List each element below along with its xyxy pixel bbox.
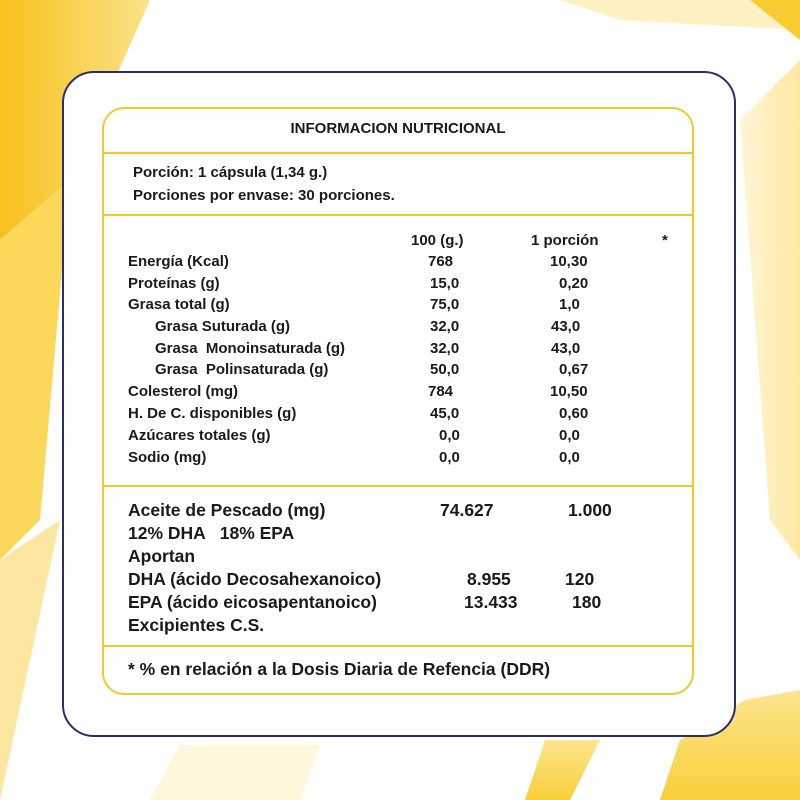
header-per-portion: 1 porción (531, 232, 599, 249)
row-label-sodium: Sodio (mg) (128, 449, 207, 466)
row-value-portion: 43,0 (551, 340, 581, 357)
label-title: INFORMACION NUTRICIONAL (290, 120, 506, 137)
row-value-100g: 0,0 (439, 449, 460, 466)
portion-size: Porción: 1 cápsula (1,34 g.) (133, 164, 328, 181)
portions-per-container: Porciones por envase: 30 porciones. (133, 187, 395, 204)
row-value-portion: 1,0 (559, 296, 580, 313)
dha-label: DHA (ácido Decosahexanoico) (128, 569, 382, 589)
row-label-total-sugars: Azúcares totales (g) (128, 427, 271, 444)
row-label-protein: Proteínas (g) (128, 275, 220, 292)
dha-value-portion: 120 (565, 569, 595, 589)
row-value-portion: 0,0 (559, 449, 580, 466)
row-value-portion: 0,0 (559, 427, 580, 444)
row-value-100g: 32,0 (430, 318, 460, 335)
row-label-monounsaturated-fat: Grasa Monoinsaturada (g) (155, 340, 346, 357)
fish-oil-label: Aceite de Pescado (mg) (128, 500, 326, 520)
aportan-label: Aportan (128, 546, 196, 566)
divider-table (102, 485, 694, 487)
divider-portion (102, 214, 694, 216)
row-value-portion: 0,60 (559, 405, 589, 422)
row-label-carbohydrates: H. De C. disponibles (g) (128, 405, 297, 422)
row-value-100g: 50,0 (430, 361, 460, 378)
ddr-footnote: * % en relación a la Dosis Diaria de Refencia (DDR) (128, 659, 551, 679)
row-value-100g: 45,0 (430, 405, 460, 422)
divider-title (102, 152, 694, 154)
row-label-total-fat: Grasa total (g) (128, 296, 230, 313)
row-label-energy: Energía (Kcal) (128, 253, 229, 270)
row-value-100g: 0,0 (439, 427, 460, 444)
row-value-100g: 784 (428, 383, 454, 400)
bg-shape-bottom-left-soft (150, 745, 320, 800)
row-value-portion: 0,67 (559, 361, 589, 378)
row-value-portion: 10,50 (550, 383, 588, 400)
row-value-100g: 768 (428, 253, 454, 270)
dha-value-100g: 8.955 (467, 569, 511, 589)
row-label-polyunsaturated-fat: Grasa Polinsaturada (g) (155, 361, 329, 378)
epa-label: EPA (ácido eicosapentanoico) (128, 592, 377, 612)
fish-oil-value-100g: 74.627 (440, 500, 494, 520)
row-value-portion: 0,20 (559, 275, 589, 292)
header-per-100g: 100 (g.) (411, 232, 464, 249)
row-value-100g: 75,0 (430, 296, 460, 313)
row-value-portion: 43,0 (551, 318, 581, 335)
epa-value-100g: 13.433 (464, 592, 518, 612)
row-label-saturated-fat: Grasa Suturada (g) (155, 318, 291, 335)
row-value-100g: 15,0 (430, 275, 460, 292)
row-value-portion: 10,30 (550, 253, 588, 270)
divider-composition (102, 645, 694, 647)
epa-value-portion: 180 (572, 592, 602, 612)
dha-epa-ratio: 12% DHA 18% EPA (128, 523, 295, 543)
fish-oil-value-portion: 1.000 (568, 500, 612, 520)
header-ddr-mark: * (662, 232, 668, 249)
row-value-100g: 32,0 (430, 340, 460, 357)
excipients-label: Excipientes C.S. (128, 615, 265, 635)
row-label-cholesterol: Colesterol (mg) (128, 383, 239, 400)
